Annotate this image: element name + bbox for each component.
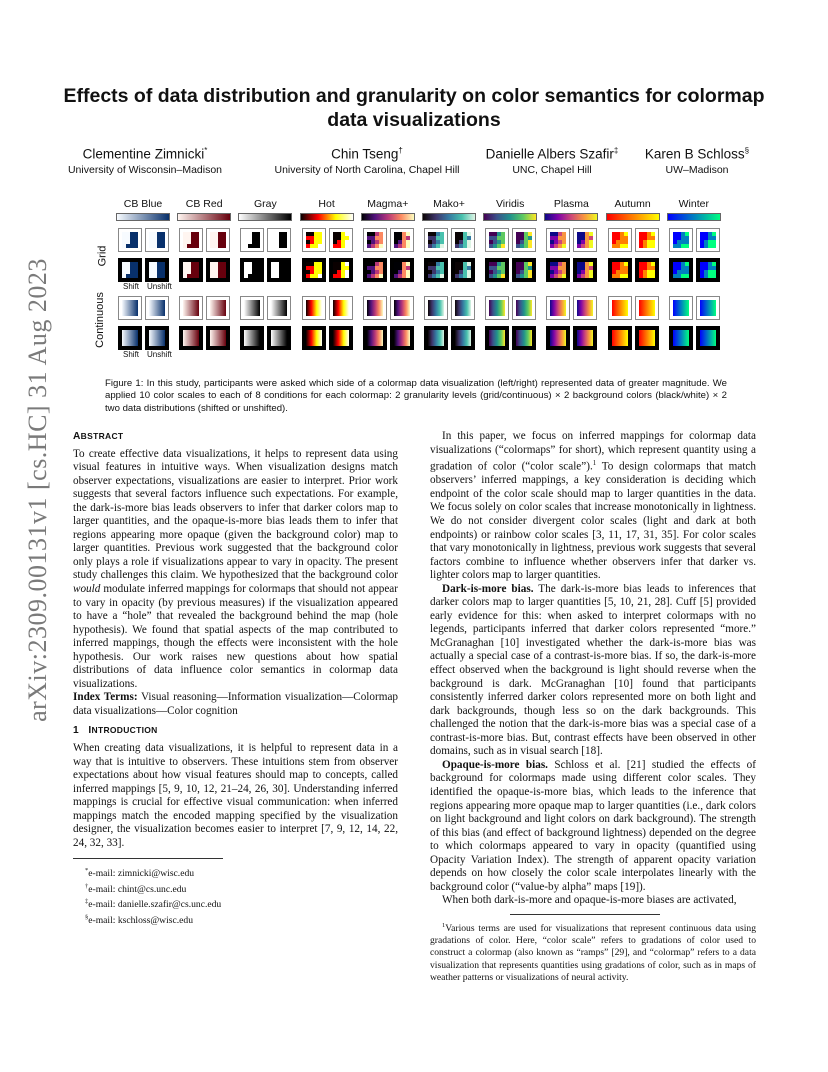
arxiv-stamp (8, 258, 68, 722)
unshift-label: Unshift (147, 350, 172, 359)
colormap-tile (179, 258, 203, 282)
colormap-tile (363, 228, 387, 252)
colormap-tile (635, 296, 659, 320)
colormap-label: Autumn (614, 198, 651, 210)
author-name: Karen B Schloss (644, 146, 745, 162)
colormap-bar (238, 213, 292, 221)
colormap-tile (669, 258, 693, 282)
colormap-tile (485, 326, 509, 350)
colormap-tile (512, 228, 536, 252)
colormap-tile (546, 228, 570, 252)
colormap-tile (608, 326, 632, 350)
colormap-tile (145, 258, 169, 282)
colormap-label: Plasma (553, 198, 589, 210)
colormap-tile (329, 228, 353, 252)
colormap-tile (669, 326, 693, 350)
colormap-tile (696, 228, 720, 252)
colormap-tile (635, 228, 659, 252)
colormap-tile (546, 326, 570, 350)
colormap-tile (329, 326, 353, 350)
colormap-tile (669, 228, 693, 252)
author-affiliation: University of Wisconsin–Madison (67, 163, 223, 176)
footnote: §e-mail: kschloss@wisc.edu (85, 913, 194, 926)
introduction-heading: 1 INTRODUCTION (73, 725, 158, 737)
colormap-tile (363, 326, 387, 350)
footnote-rule (510, 914, 660, 915)
colormap-tile (363, 258, 387, 282)
index-terms: Index Terms: Visual reasoning—Information visualization—Colormap data visualizations—Color cognition (73, 691, 398, 717)
colormap-tile (267, 326, 291, 350)
colormap-tile (669, 296, 693, 320)
colormap-tile (240, 228, 264, 252)
colormap-tile (424, 296, 448, 320)
colormap-tile (696, 296, 720, 320)
author (50, 142, 240, 178)
author-block (62, 142, 766, 176)
colormap-tile (329, 258, 353, 282)
colormap-tile (390, 258, 414, 282)
colormap-tile (696, 258, 720, 282)
colormap-label: Winter (678, 198, 709, 210)
author-affiliation: University of North Carolina, Chapel Hill (274, 163, 460, 176)
colormap-tile (240, 296, 264, 320)
colormap-tile (118, 228, 142, 252)
colormap-label: Mako+ (433, 198, 465, 210)
colormap-tile (145, 326, 169, 350)
row-label-grid: Grid (96, 245, 109, 267)
paragraph: When both dark-is-more and opaque-is-more biases are activated, (442, 894, 737, 907)
colormap-tile (608, 258, 632, 282)
colormap-tile (267, 258, 291, 282)
colormap-tile (118, 326, 142, 350)
left-column (73, 430, 398, 927)
arxiv-id: arXiv:2309.00131v1 [cs.HC] 31 Aug 2023 (23, 258, 53, 722)
colormap-tile (302, 326, 326, 350)
colormap-bar (667, 213, 721, 221)
author-name: Chin Tseng (331, 146, 399, 162)
colormap-label: CB Blue (123, 198, 163, 210)
colormap-tile (267, 296, 291, 320)
colormap-tile (635, 258, 659, 282)
colormap-tile (390, 296, 414, 320)
author-mark: † (398, 146, 403, 155)
colormap-tile (512, 296, 536, 320)
colormap-bar (116, 213, 170, 221)
colormap-tile (512, 258, 536, 282)
author-mark: § (744, 146, 750, 155)
abstract-text: To create effective data visualizations, it helps to represent data using visual features in intuitive ways. When visualization designs match observer expectations, visualizations are easier to interpret. Prior work suggests that several factors influence such expectations. For example, the dark-is-more bias leads observers to infer that darker colors map to larger quantities, and the opaque-is-more bias leads them to infer that regions appearing more opaque (given the background color) map to larger quantities. Previous work suggested that the background color only plays a role if visualizations appear to vary in opacity. The present study challenges this claim. We hypothesized that the background color would modulate inferred mappings for colormaps that should not appear to vary in opacity (by previous measures) if the visualization appeared to have a “hole” that revealed the background behind the map (hole hypothesis). We found that spatial aspects of the map contributed to inferred mappings, though the effects were inconsistent with the hole hypothesis. Our work raises new questions about how spatial distributions of data influence color semantics in colormap data visualizations. (73, 447, 398, 690)
colormap-tile (451, 228, 475, 252)
colormap-tile (179, 296, 203, 320)
shift-label: Shift (123, 282, 140, 291)
colormap-tile (363, 296, 387, 320)
colormap-tile (485, 258, 509, 282)
figure-1 (93, 198, 726, 366)
paragraph: Opaque-is-more bias. Schloss et al. [21] studied the effects of background for colormaps made using different color scales. They identified the opaque-is-more bias, which leads to the inference that regions appearing more opaque map to larger quantities (i.e., dark colors on light background and light colors on dark background). The strength of this bias (and effect of background lightness) depended on the degree to which colormaps appeared to vary in opacity (quantified using Opacity Variation Index). The strength of apparent opacity variation depends on how closely the color scale interpolates linearly with the background color (“value-by alpha” maps [19]). (430, 758, 757, 893)
colormap-tile (451, 326, 475, 350)
colormap-tile (179, 326, 203, 350)
colormap-tile (206, 258, 230, 282)
colormap-tile (145, 228, 169, 252)
author (467, 142, 637, 178)
colormap-tile (573, 326, 597, 350)
colormap-tile (206, 296, 230, 320)
colormap-tile (118, 296, 142, 320)
colormap-tile (424, 228, 448, 252)
shift-label: Shift (123, 350, 140, 359)
author (252, 142, 482, 178)
author-mark: ‡ (613, 146, 619, 155)
paper-title: Effects of data distribution and granularity on color semantics for colormap data visualizations (63, 85, 765, 131)
colormap-tile (485, 296, 509, 320)
abstract-heading: ABSTRACT (73, 431, 124, 442)
introduction-text: When creating data visualizations, it is helpful to represent data in a way that is intuitive to observers. These intuitions stem from observer expectations about how visual features should map to concepts, called inferred mappings [5, 9, 10, 12, 21–24, 26, 30]. Understanding inferred mappings is crucial for effective visual communication: when inferred mappings match the encoded mapping specified by the visualization designer, the visualization becomes easier to interpret [7, 9, 12, 14, 22, 24, 32, 33]. (73, 742, 398, 849)
colormap-bar (422, 213, 476, 221)
colormap-tile (485, 228, 509, 252)
footnote: $^1$Various terms are used for visualizations that represent continuous data using gradations of color. Here, “color scale” refers to gradations of color used to construct a colormap (also known as “ramps” [29], and “colormap” refers to a data visualization that represents quantities using gradations of color, such as in maps of weather patterns or visualizations of neural activity. (430, 921, 756, 983)
row-label-continuous: Continuous (93, 292, 106, 348)
colormap-tile (390, 228, 414, 252)
author-mark: * (204, 146, 208, 155)
colormap-tile (696, 326, 720, 350)
colormap-tile (240, 258, 264, 282)
colormap-tile (573, 296, 597, 320)
author (627, 142, 767, 178)
colormap-bar (544, 213, 598, 221)
colormap-tile (302, 228, 326, 252)
author-affiliation: UW–Madison (665, 163, 729, 176)
author-affiliation: UNC, Chapel Hill (512, 163, 592, 176)
colormap-tile (390, 326, 414, 350)
colormap-label: Hot (318, 198, 335, 210)
colormap-tile (512, 326, 536, 350)
colormap-tile (451, 258, 475, 282)
colormap-label: Magma+ (367, 198, 409, 210)
colormap-label: Viridis (495, 198, 525, 210)
colormap-label: Gray (254, 198, 277, 210)
colormap-tile (608, 296, 632, 320)
colormap-tile (145, 296, 169, 320)
colormap-bar (361, 213, 415, 221)
colormap-tile (608, 228, 632, 252)
colormap-bar (606, 213, 660, 221)
colormap-tile (573, 258, 597, 282)
colormap-tile (302, 258, 326, 282)
colormap-tile (546, 296, 570, 320)
colormap-tile (329, 296, 353, 320)
paragraph: In this paper, we focus on inferred mappings for colormap data visualizations (“colormaps” for short), which represent quantity using a gradation of color (“color scale”).$^1$ To design colormaps that match observers’ inferred mappings, a key consideration is deciding which endpoint of the color scale should map to larger quantities in the data. We focus solely on color scales that increase monotonically in lightness. We do not consider divergent color scales (light and dark at both endpoints) or rainbow color scales [3, 11, 17, 31, 35]. For color scales that vary monotonically in lightness, previous work suggests that several factors combine to influence whether observers infer that darker vs. lighter colors map to larger quantities. (430, 430, 756, 582)
colormap-bar (483, 213, 537, 221)
colormap-tile (267, 228, 291, 252)
footnote: †e-mail: chint@cs.unc.edu (85, 882, 187, 895)
colormap-tile (206, 228, 230, 252)
colormap-tile (424, 326, 448, 350)
footnote-rule (73, 858, 223, 859)
unshift-label: Unshift (147, 282, 172, 291)
colormap-tile (635, 326, 659, 350)
colormap-tile (451, 296, 475, 320)
colormap-tile (118, 258, 142, 282)
right-column (430, 430, 756, 984)
colormap-tile (573, 228, 597, 252)
author-name: Clementine Zimnicki (82, 146, 205, 162)
colormap-tile (424, 258, 448, 282)
colormap-bar (300, 213, 354, 221)
colormap-tile (240, 326, 264, 350)
colormap-tile (206, 326, 230, 350)
colormap-tile (179, 228, 203, 252)
footnote: ‡e-mail: danielle.szafir@cs.unc.edu (85, 898, 222, 911)
paragraph: Dark-is-more bias. The dark-is-more bias leads to inferences that darker colors map to larger quantities [5, 10, 21, 28]. Cuff [5] provided early evidence for this: when asked to interpret colormaps with no legends, participants inferred that darker colors represented “more.” McGranaghan [10] investigated whether the dark-is-more bias was actually a special case of a contrast-is-more bias. If so, the dark-is-more effect observed when the background is light should reverse when the background is dark. McGranaghan [10] found that participants consistently inferred darker colors represented more on both light and dark backgrounds, though less so on the dark backgrounds. This challenged the notion that the dark-is-more bias was a special case of a contrast-is-more bias. But, contrast effects have been observed in other domains, such as in visual search [18]. (430, 582, 756, 758)
figure-caption: Figure 1: In this study, participants were asked which side of a colormap data visualization (left/right) represented data of greater magnitude. We applied 10 color scales to each of 8 conditions for each colormap: 2 granularity levels (grid/continuous) × 2 background colors (black/white) × 2 two data distributions (shifted or unshifted). (105, 378, 727, 414)
colormap-tile (302, 296, 326, 320)
colormap-tile (546, 258, 570, 282)
footnote: *e-mail: zimnicki@wisc.edu (85, 867, 195, 880)
colormap-bar (177, 213, 231, 221)
colormap-label: CB Red (185, 198, 223, 210)
author-name: Danielle Albers Szafir (485, 146, 614, 162)
